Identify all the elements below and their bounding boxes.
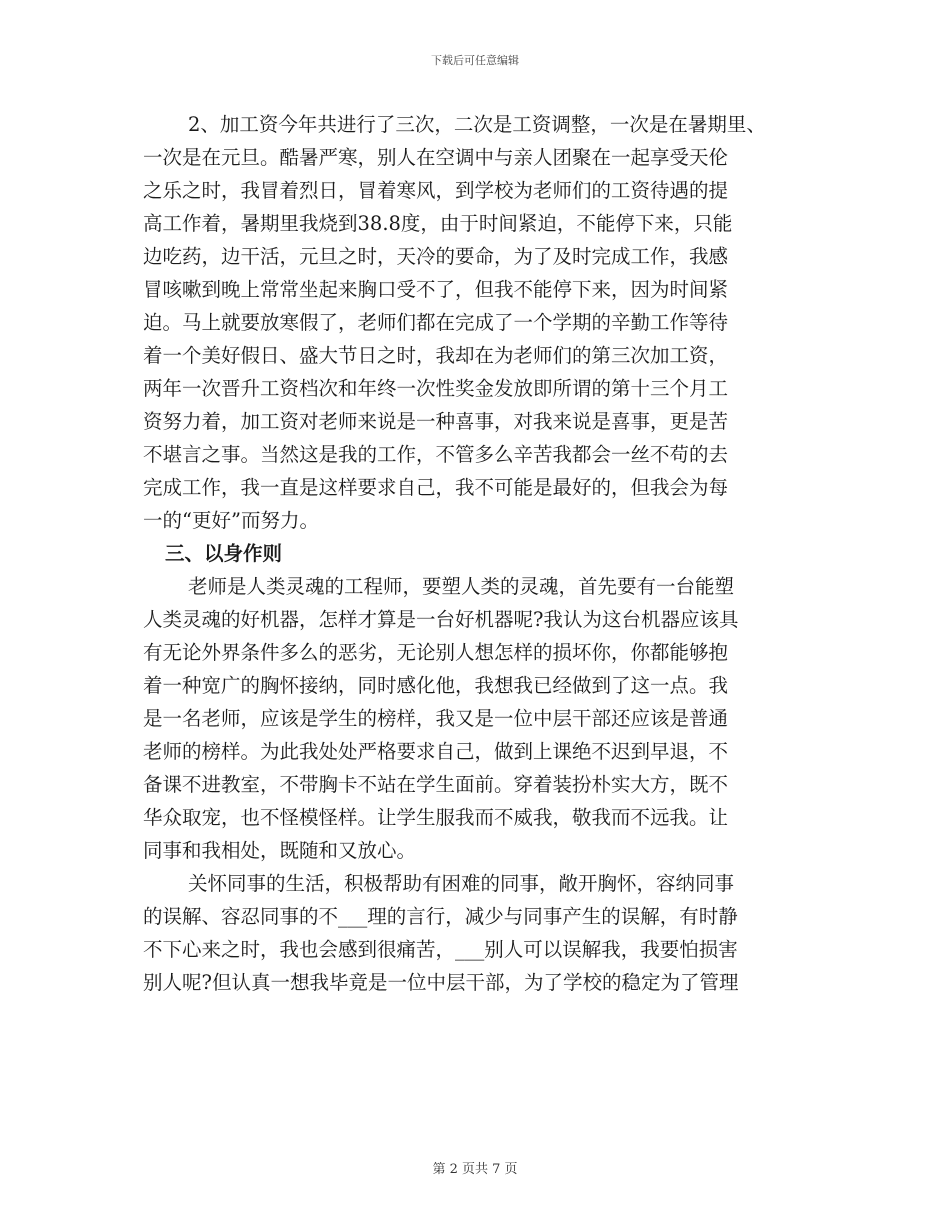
section-heading: 三、以身作则 [165,542,283,565]
text-line: 着一个美好假日、盛大节日之时，我却在为老师们的第三次加工资， [143,344,729,367]
text-line: 有无论外界条件多么的恶劣，无论别人想怎样的损坏你，你都能够抱 [143,641,729,664]
text-line: 迫。马上就要放寒假了，老师们都在完成了一个学期的辛勤工作等待 [143,311,729,334]
text-line: 2、加工资今年共进行了三次，二次是工资调整，一次是在暑期里、 [188,113,766,136]
text-line: 同事和我相处，既随和又放心。 [143,839,417,862]
text-line: 不下心来之时，我也会感到很痛苦，___别人可以误解我，我要怕损害 [143,938,738,961]
text-line: 别人呢?但认真一想我毕竟是一位中层干部，为了学校的稳定为了管理 [143,971,739,994]
text-line: 不堪言之事。当然这是我的工作，不管多么辛苦我都会一丝不苟的去 [143,443,729,466]
text-line: 一的“更好”而努力。 [143,509,319,532]
text-line: 关怀同事的生活，积极帮助有困难的同事，敞开胸怀，容纳同事 [188,872,735,895]
text-line: 完成工作，我一直是这样要求自己，我不可能是最好的，但我会为每 [143,476,729,499]
text-line: 一次是在元旦。酷暑严寒，别人在空调中与亲人团聚在一起享受天伦 [143,146,729,169]
text-line: 资努力着，加工资对老师来说是一种喜事，对我来说是喜事，更是苦 [143,410,729,433]
text-line: 着一种宽广的胸怀接纳，同时感化他，我想我已经做到了这一点。我 [143,674,729,697]
page-header: 下载后可任意编辑 [431,54,519,67]
text-line: 的误解、容忍同事的不___理的言行，减少与同事产生的误解，有时静 [143,905,738,928]
page-number: 第 2 页共 7 页 [432,1162,518,1177]
text-line: 老师的榜样。为此我处处严格要求自己，做到上课绝不迟到早退，不 [143,740,729,763]
text-line: 高工作着，暑期里我烧到38.8度，由于时间紧迫，不能停下来，只能 [143,212,733,235]
text-line: 是一名老师，应该是学生的榜样，我又是一位中层干部还应该是普通 [143,707,729,730]
text-line: 冒咳嗽到晚上常常坐起来胸口受不了，但我不能停下来，因为时间紧 [143,278,729,301]
text-line: 人类灵魂的好机器，怎样才算是一台好机器呢?我认为这台机器应该具 [143,608,739,631]
document-body [143,108,803,999]
text-line: 华众取宠，也不怪模怪样。让学生服我而不威我，敬我而不远我。让 [143,806,729,829]
text-line: 老师是人类灵魂的工程师，要塑人类的灵魂，首先要有一台能塑 [188,575,735,598]
text-line: 边吃药，边干活，元旦之时，天冷的要命，为了及时完成工作，我感 [143,245,729,268]
text-line: 之乐之时，我冒着烈日，冒着寒风，到学校为老师们的工资待遇的提 [143,179,729,202]
text-line: 两年一次晋升工资档次和年终一次性奖金发放即所谓的第十三个月工 [143,377,729,400]
text-line: 备课不进教室，不带胸卡不站在学生面前。穿着装扮朴实大方，既不 [143,773,729,796]
